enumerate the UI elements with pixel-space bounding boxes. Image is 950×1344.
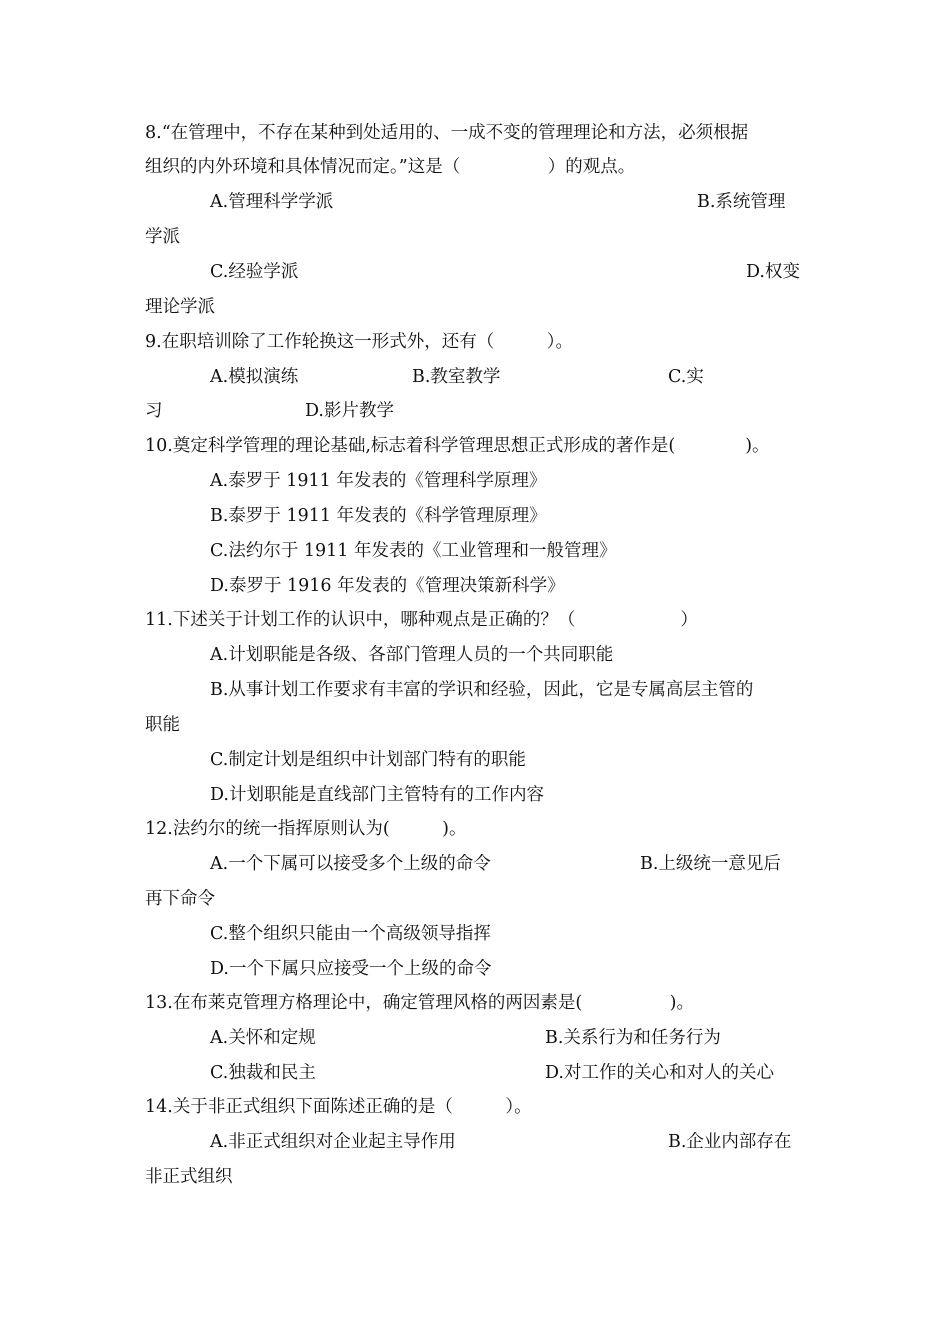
- question-8-option-d: D.权变: [746, 262, 800, 282]
- question-9-stem: 9.在职培训除了工作轮换这一形式外，还有（ ）。: [145, 332, 573, 352]
- question-13-option-a: A.关怀和定规: [210, 1028, 316, 1048]
- question-12-option-d: D.一个下属只应接受一个上级的命令: [210, 959, 492, 979]
- question-13-option-c: C.独裁和民主: [210, 1063, 316, 1083]
- question-14-option-b-wrap: 非正式组织: [145, 1167, 233, 1187]
- question-12-option-b-wrap: 再下命令: [145, 889, 215, 909]
- question-8-option-b: B.系统管理: [697, 192, 786, 212]
- question-9-option-c: C.实: [668, 367, 704, 387]
- question-11-stem: 11.下述关于计划工作的认识中，哪种观点是正确的？（ ）: [145, 610, 698, 630]
- question-14-option-a: A.非正式组织对企业起主导作用: [210, 1132, 456, 1152]
- question-12-option-b: B.上级统一意见后: [640, 854, 781, 874]
- question-12-option-a: A.一个下属可以接受多个上级的命令: [210, 854, 491, 874]
- question-11-option-b-wrap: 职能: [145, 715, 180, 735]
- question-12-option-c: C.整个组织只能由一个高级领导指挥: [210, 924, 491, 944]
- question-14-option-b: B.企业内部存在: [668, 1132, 792, 1152]
- question-9-option-c-wrap: 习: [145, 401, 163, 421]
- question-13-stem: 13.在布莱克管理方格理论中，确定管理风格的两因素是( )。: [145, 993, 694, 1013]
- question-8-option-a: A.管理科学学派: [210, 192, 334, 212]
- question-11-option-a: A.计划职能是各级、各部门管理人员的一个共同职能: [210, 645, 614, 665]
- question-11-option-d: D.计划职能是直线部门主管特有的工作内容: [210, 785, 544, 805]
- question-10-stem: 10.奠定科学管理的理论基础,标志着科学管理思想正式形成的著作是( )。: [145, 436, 770, 456]
- question-13-option-d: D.对工作的关心和对人的关心: [545, 1063, 774, 1083]
- question-11-option-b: B.从事计划工作要求有丰富的学识和经验，因此，它是专属高层主管的: [210, 680, 754, 700]
- question-11-option-c: C.制定计划是组织中计划部门特有的职能: [210, 750, 526, 770]
- question-8-option-b-wrap: 学派: [145, 227, 180, 247]
- question-10-option-a: A.泰罗于 1911 年发表的《管理科学原理》: [210, 471, 547, 491]
- question-9-option-a: A.模拟演练: [210, 367, 299, 387]
- question-8-option-c: C.经验学派: [210, 262, 299, 282]
- question-9-option-d: D.影片教学: [305, 401, 394, 421]
- question-8-stem-line-1: 8.“在管理中，不存在某种到处适用的、一成不变的管理理论和方法，必须根据: [145, 123, 749, 143]
- question-8-option-d-wrap: 理论学派: [145, 297, 215, 317]
- question-13-option-b: B.关系行为和任务行为: [545, 1028, 721, 1048]
- question-10-option-d: D.泰罗于 1916 年发表的《管理决策新科学》: [210, 576, 565, 596]
- question-14-stem: 14.关于非正式组织下面陈述正确的是（ ）。: [145, 1097, 532, 1117]
- question-10-option-b: B.泰罗于 1911 年发表的《科学管理原理》: [210, 506, 547, 526]
- question-9-option-b: B.教室教学: [412, 367, 501, 387]
- question-8-stem-line-2: 组织的内外环境和具体情况而定。”这是（ ）的观点。: [145, 157, 636, 177]
- question-10-option-c: C.法约尔于 1911 年发表的《工业管理和一般管理》: [210, 541, 617, 561]
- question-12-stem: 12.法约尔的统一指挥原则认为( )。: [145, 819, 467, 839]
